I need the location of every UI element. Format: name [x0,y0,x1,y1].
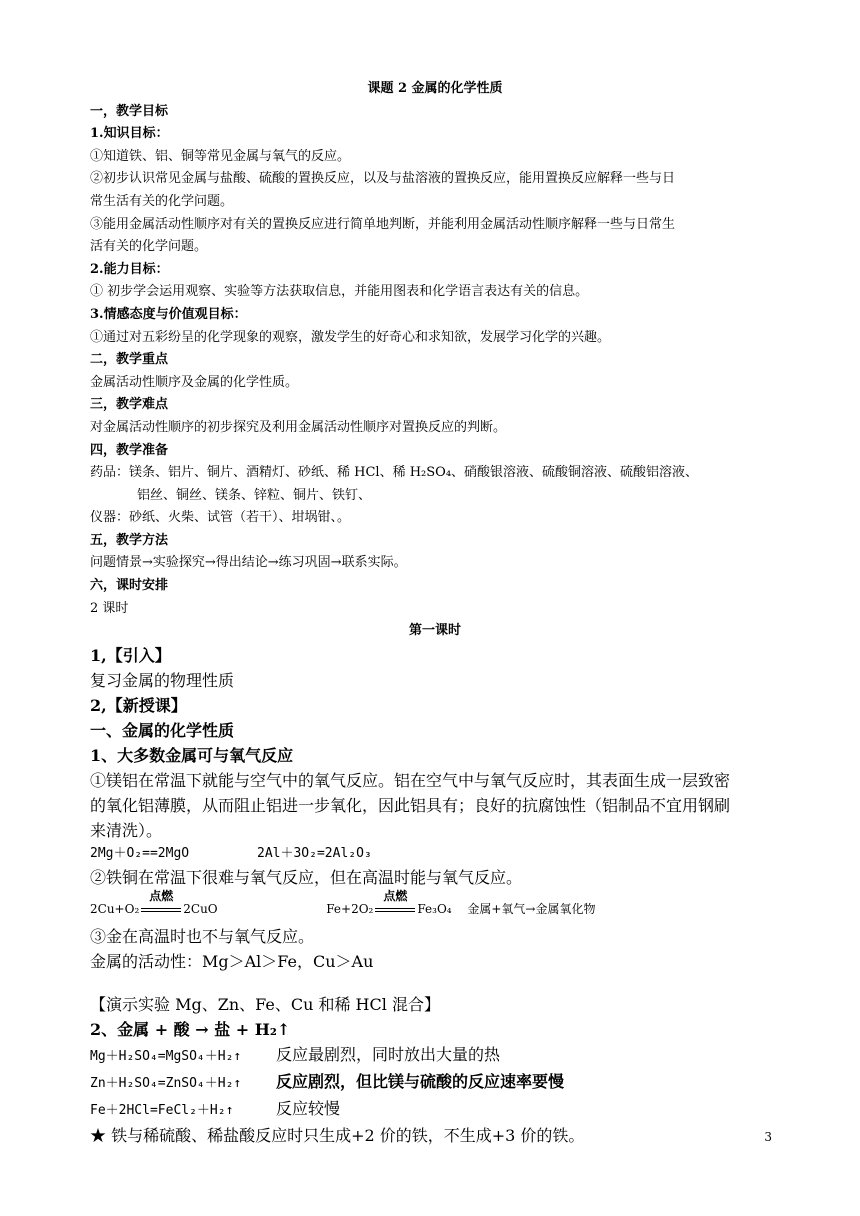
oxygen-reaction-heading: 1、大多数金属可与氧气反应 [90,745,294,765]
document-page [90,78,780,1148]
key-points-text: 金属活动性顺序及金属的化学性质。 [90,374,299,390]
section-heading-objectives: 一，教学目标 [90,103,169,119]
reaction-1-equation: Mg＋H₂SO₄=MgSO₄＋H₂↑ [90,1049,242,1065]
condition-label-1: 点燃 [149,889,174,904]
equation-fe-right: Fe₃O₄ [417,902,452,917]
intro-heading: 1,【引入】 [90,645,171,665]
lesson-title: 第一课时 [408,623,461,639]
reaction-2-note: 反应剧烈，但比镁与硫酸的反应速率要慢 [276,1072,565,1092]
reaction-1-note: 反应最剧烈，同时放出大量的热 [276,1045,501,1065]
equation-mg: 2Mg＋O₂==2MgO [90,845,190,861]
subheading-knowledge: 1.知识目标： [90,126,169,142]
equation-general: 金属+氧气→金属氧化物 [467,902,596,917]
methods-text: 问题情景→实验探究→得出结论→练习巩固→联系实际。 [90,555,407,571]
knowledge-item-2b: 常生活有关的化学问题。 [90,193,234,209]
subheading-emotion: 3.情感态度与价值观目标： [90,306,247,322]
equation-row-1 [90,843,780,866]
oxygen-paragraph-1b: 的氧化铝薄膜，从而阻止铝进一步氧化，因此铝具有；良好的抗腐蚀性（铝制品不宜用钢刷 [90,795,731,815]
equation-fe-left: Fe+2O₂ [326,902,374,917]
drugs-line-a: 药品：镁条、铝片、铜片、酒精灯、砂纸、稀 HCl、稀 H₂SO₄、硝酸银溶液、硫酸铜溶液、硫酸铝溶液、 [90,465,699,481]
equation-al: 2Al＋3O₂=2Al₂O₃ [257,845,372,861]
condition-label-2: 点燃 [383,889,408,904]
reaction-3-note: 反应较慢 [276,1099,341,1119]
activity-order: 金属的活动性：Mg＞Al＞Fe，Cu＞Au [90,952,374,972]
section-heading-difficulties: 三，教学难点 [90,397,169,413]
subheading-ability: 2.能力目标： [90,261,169,277]
section-heading-schedule: 六，课时安排 [90,578,169,594]
schedule-text: 2 课时 [90,600,129,616]
oxygen-paragraph-1a: ①镁铝在常温下就能与空气中的氧气反应。铝在空气中与氧气反应时，其表面生成一层致密 [90,770,731,790]
page-number: 3 [764,1130,772,1144]
reaction-2-equation: Zn＋H₂SO₄=ZnSO₄＋H₂↑ [90,1076,242,1092]
double-line-icon [375,908,415,912]
oxygen-paragraph-2: ②铁铜在常温下很难与氧气反应，但在高温时能与氧气反应。 [90,868,523,888]
knowledge-item-1: ①知道铁、铝、铜等常见金属与氧气的反应。 [90,148,351,164]
star-note: ★ 铁与稀硫酸、稀盐酸反应时只生成+2 价的铁，不生成+3 价的铁。 [90,1126,585,1146]
equation-cu-left: 2Cu+O₂ [90,902,140,917]
instruments-line: 仪器：砂纸、火柴、试管（若干）、坩埚钳、。 [90,510,351,526]
knowledge-item-3a: ③能用金属活动性顺序对有关的置换反应进行简单地判断，并能利用金属活动性顺序解释一些与日常生 [90,216,676,232]
reaction-row-2 [90,1069,780,1096]
equation-cu-right: 2CuO [183,902,218,917]
knowledge-item-2a: ②初步认识常见金属与盐酸、硫酸的置换反应，以及与盐溶液的置换反应，能用置换反应解释一些与日 [90,171,676,187]
new-lesson-heading: 2,【新授课】 [90,695,187,715]
reaction-row-1 [90,1042,780,1069]
page-title: 课题 2 金属的化学性质 [367,81,503,96]
oxygen-paragraph-3: ③金在高温时也不与氧气反应。 [90,927,315,947]
equation-row-2 [90,890,780,924]
emotion-item-1: ①通过对五彩纷呈的化学现象的观察，激发学生的好奇心和求知欲，发展学习化学的兴趣。 [90,329,611,345]
chem-properties-heading: 一、金属的化学性质 [90,720,235,740]
knowledge-item-3b: 活有关的化学问题。 [90,239,208,255]
condition-ignite-2 [373,889,417,916]
acid-reaction-heading: 2、金属 + 酸 → 盐 + H₂↑ [90,1020,291,1040]
difficulties-text: 对金属活动性顺序的初步探究及利用金属活动性顺序对置换反应的判断。 [90,419,507,435]
section-heading-preparation: 四，教学准备 [90,442,169,458]
condition-ignite-1 [139,889,183,916]
intro-text: 复习金属的物理性质 [90,670,235,690]
demo-experiment: 【演示实验 Mg、Zn、Fe、Cu 和稀 HCl 混合】 [90,995,440,1015]
drugs-line-b: 铝丝、铜丝、镁条、锌粒、铜片、铁钉、 [137,487,372,503]
reaction-3-equation: Fe＋2HCl=FeCl₂＋H₂↑ [90,1103,234,1119]
double-line-icon [141,908,181,912]
section-heading-methods: 五，教学方法 [90,532,169,548]
oxygen-paragraph-1c: 来清洗）。 [90,820,163,840]
section-heading-key-points: 二，教学重点 [90,352,169,368]
ability-item-1: ① 初步学会运用观察、实验等方法获取信息，并能用图表和化学语言表达有关的信息。 [90,284,589,300]
reaction-row-3 [90,1096,780,1123]
